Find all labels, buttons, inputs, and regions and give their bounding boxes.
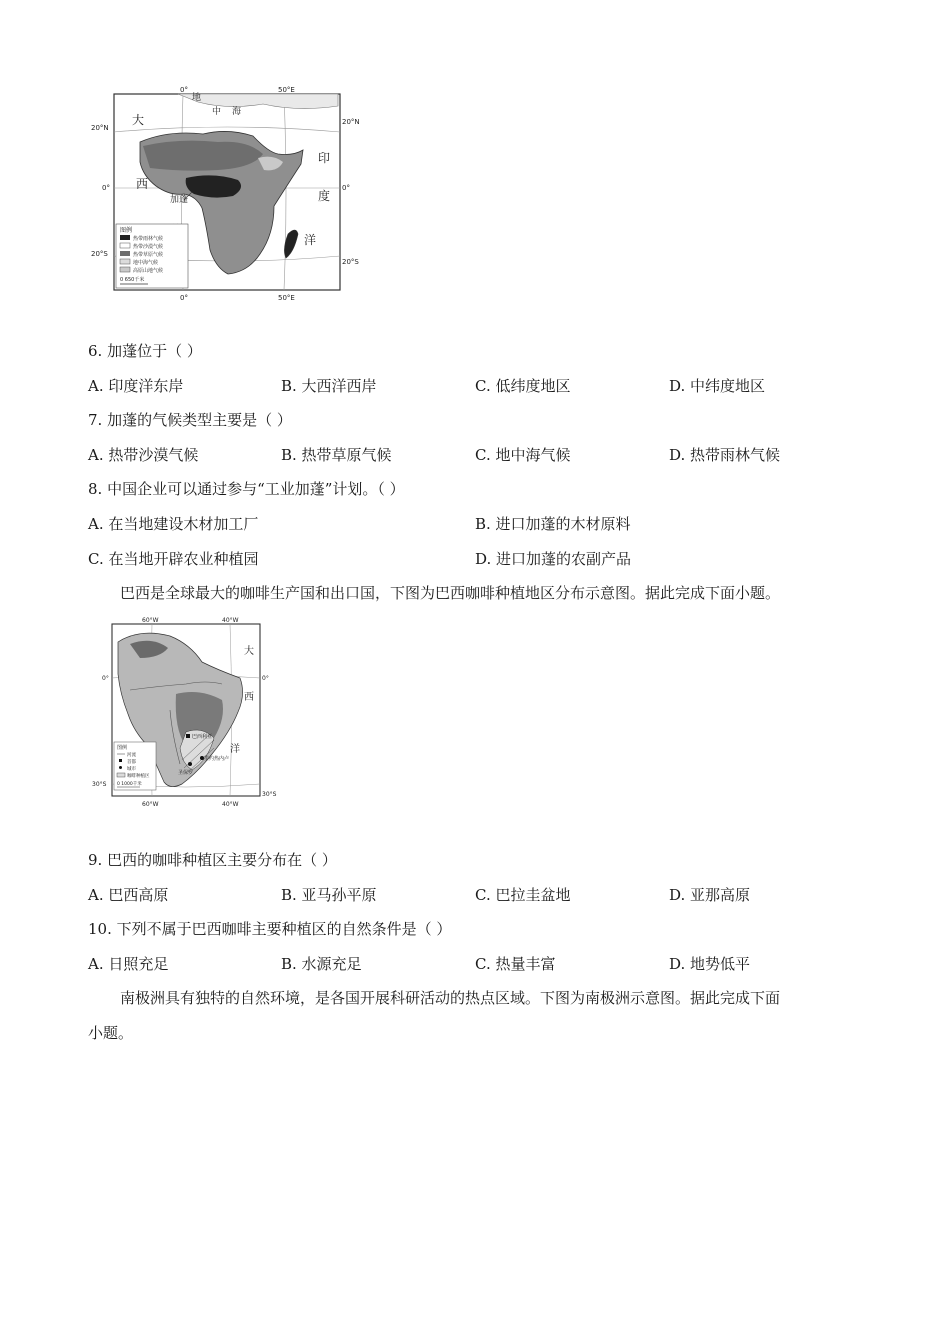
map2-scale-label: 0 1000千米 <box>117 782 142 787</box>
q8-option-c[interactable]: C. 在当地开辟农业种植园 <box>88 550 259 568</box>
city-brasilia: 巴西利亚 <box>192 734 213 740</box>
q7-option-a[interactable]: A. 热带沙漠气候 <box>88 446 199 464</box>
q8-option-d[interactable]: D. 进口加蓬的农副产品 <box>475 550 632 568</box>
legend-title: 图例 <box>120 227 133 234</box>
scale-label: 0 650千米 <box>120 277 145 283</box>
q10-option-c[interactable]: C. 热量丰富 <box>475 955 556 973</box>
map2-legend-city: 城市 <box>127 767 136 772</box>
q10-option-b[interactable]: B. 水源充足 <box>281 955 362 973</box>
q7-option-d[interactable]: D. 热带雨林气候 <box>669 446 781 464</box>
lon-label-bottom-0: 0° <box>180 294 188 302</box>
q7-option-b[interactable]: B. 热带草原气候 <box>281 446 392 464</box>
brazil-intro: 巴西是全球最大的咖啡生产国和出口国，下图为巴西咖啡种植地区分布示意图。据此完成下面小题。 <box>120 584 781 602</box>
legend-item-rainforest: 热带雨林气候 <box>133 236 164 242</box>
map2-lon-top-60w: 60°W <box>142 617 159 624</box>
q6-option-b[interactable]: B. 大西洋西岸 <box>281 377 377 395</box>
map2-lon-top-40w: 40°W <box>222 617 239 624</box>
antarctica-intro-line1: 南极洲具有独特的自然环境，是各国开展科研活动的热点区域。下图为南极洲示意图。据此完成下面 <box>120 989 781 1007</box>
q9-option-c[interactable]: C. 巴拉圭盆地 <box>475 886 571 904</box>
lat-label-left-20n: 20°N <box>91 124 109 132</box>
map2-ocean-2: 西 <box>244 692 254 703</box>
lat-label-left-20s: 20°S <box>91 250 108 258</box>
question-6-stem: 6. 加蓬位于（ ） <box>88 342 202 360</box>
map2-legend-river: 河流 <box>127 753 136 758</box>
ocean-right-3: 洋 <box>304 233 317 247</box>
lon-label-top-0: 0° <box>180 86 188 94</box>
map2-legend-coffee: 咖啡种植区 <box>127 774 150 779</box>
q7-option-c[interactable]: C. 地中海气候 <box>475 446 571 464</box>
map2-lat-left-0: 0° <box>102 675 109 682</box>
question-10-stem: 10. 下列不属于巴西咖啡主要种植区的自然条件是（ ） <box>88 920 452 938</box>
lat-label-left-0: 0° <box>102 184 110 192</box>
q8-option-a[interactable]: A. 在当地建设木材加工厂 <box>88 515 259 533</box>
ocean-left-2: 西 <box>136 177 149 191</box>
legend-item-highland: 高原山地气候 <box>133 268 164 274</box>
lat-label-right-20s: 20°S <box>342 258 359 266</box>
q6-option-a[interactable]: A. 印度洋东岸 <box>88 377 184 395</box>
africa-climate-map <box>88 84 368 306</box>
antarctica-intro-line2: 小题。 <box>88 1024 134 1042</box>
map2-lat-right-0: 0° <box>262 675 269 682</box>
legend-item-savanna: 热带草原气候 <box>133 252 164 258</box>
lon-label-bottom-50e: 50°E <box>278 294 295 302</box>
q6-option-c[interactable]: C. 低纬度地区 <box>475 377 571 395</box>
ocean-right-1: 印 <box>318 151 331 165</box>
gabon-label: 加蓬 <box>170 195 189 205</box>
map2-legend <box>114 742 156 790</box>
q10-option-d[interactable]: D. 地势低平 <box>669 955 751 973</box>
ocean-right-2: 度 <box>318 189 331 203</box>
q10-option-a[interactable]: A. 日照充足 <box>88 955 169 973</box>
city-sao-paulo: 圣保罗 <box>178 770 194 776</box>
brazil-coffee-map <box>90 614 280 812</box>
q8-option-b[interactable]: B. 进口加蓬的木材原料 <box>475 515 631 533</box>
map2-lon-bottom-40w: 40°W <box>222 801 239 808</box>
map2-legend-title: 图例 <box>117 745 128 751</box>
map1-legend <box>116 224 188 288</box>
legend-item-mediterranean: 地中海气候 <box>133 260 159 266</box>
question-8-stem: 8. 中国企业可以通过参与“工业加蓬”计划。（ ） <box>88 480 405 498</box>
q9-option-a[interactable]: A. 巴西高原 <box>88 886 169 904</box>
map2-lon-bottom-60w: 60°W <box>142 801 159 808</box>
legend-item-desert: 热带沙漠气候 <box>133 244 164 250</box>
lat-label-right-0: 0° <box>342 184 350 192</box>
q9-option-b[interactable]: B. 亚马孙平原 <box>281 886 377 904</box>
lon-label-top-50e: 50°E <box>278 86 295 94</box>
question-7-stem: 7. 加蓬的气候类型主要是（ ） <box>88 411 292 429</box>
map2-ocean-3: 洋 <box>230 744 240 755</box>
sea-label-3: 海 <box>232 107 242 117</box>
question-9-stem: 9. 巴西的咖啡种植区主要分布在（ ） <box>88 851 337 869</box>
q6-option-d[interactable]: D. 中纬度地区 <box>669 377 766 395</box>
map2-ocean-1: 大 <box>244 646 254 657</box>
q9-option-d[interactable]: D. 亚那高原 <box>669 886 751 904</box>
map2-legend-capital: 首都 <box>127 760 136 765</box>
sea-label-2: 中 <box>212 107 222 117</box>
city-rio: 里约热内卢 <box>204 756 230 762</box>
lat-label-right-20n: 20°N <box>342 118 360 126</box>
map2-lat-right-30s: 30°S <box>262 791 277 798</box>
ocean-left-1: 大 <box>132 113 145 127</box>
map2-lat-left-30s: 30°S <box>92 781 107 788</box>
sea-label-1: 地 <box>192 93 202 103</box>
